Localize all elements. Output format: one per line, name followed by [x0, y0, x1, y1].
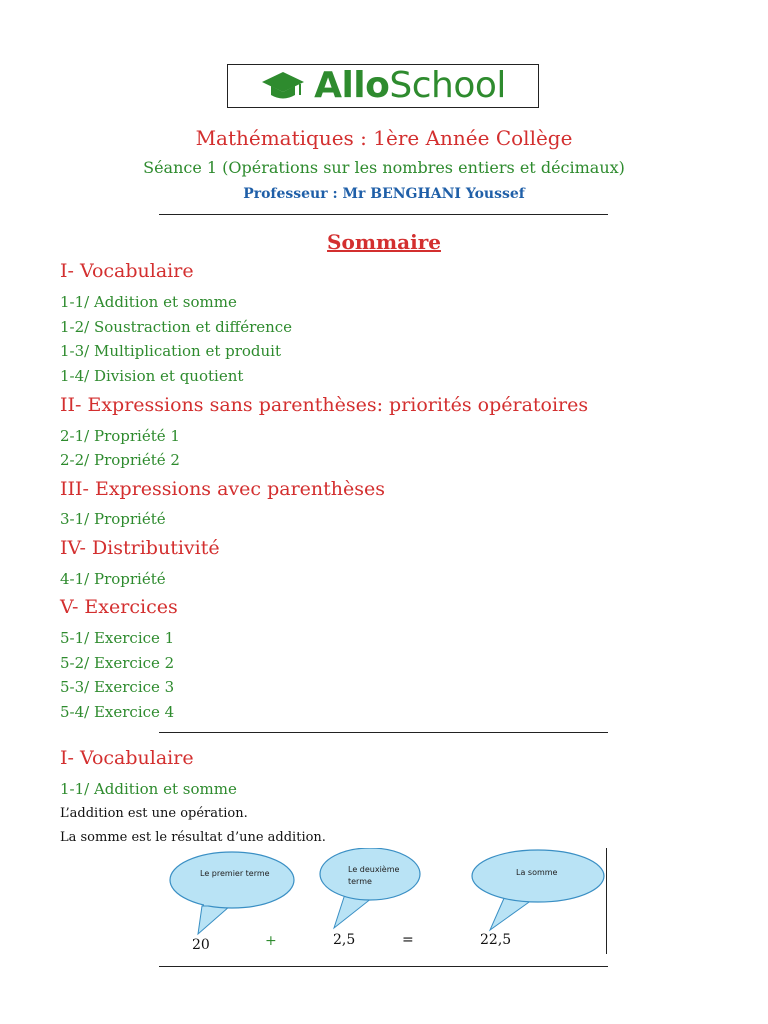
summary-section-1[interactable]: I- Vocabulaire	[60, 260, 194, 282]
bubble-second-term-label-2: terme	[348, 877, 372, 886]
alloschool-logo	[227, 64, 539, 108]
paragraph: La somme est le résultat d’une addition.	[60, 830, 326, 845]
summary-item[interactable]: 1-4/ Division et quotient	[60, 367, 244, 385]
bubble-second-term	[320, 848, 420, 928]
summary-item[interactable]: 5-4/ Exercice 4	[60, 703, 175, 721]
logo-text: AlloSchool	[314, 65, 506, 106]
equals-sign: =	[402, 932, 414, 948]
summary-section-5[interactable]: V- Exercices	[60, 596, 178, 618]
summary-item[interactable]: 1-2/ Soustraction et différence	[60, 318, 293, 336]
summary-item[interactable]: 3-1/ Propriété	[60, 510, 166, 528]
addition-diagram	[160, 848, 610, 960]
summary-item[interactable]: 5-2/ Exercice 2	[60, 654, 175, 672]
plus-sign: +	[265, 933, 277, 949]
bubble-first-term	[170, 852, 294, 934]
summary-item[interactable]: 2-2/ Propriété 2	[60, 451, 180, 469]
summary-item[interactable]: 5-1/ Exercice 1	[60, 629, 175, 647]
second-term-value: 2,5	[333, 932, 356, 948]
summary-section-2[interactable]: II- Expressions sans parenthèses: priorités opératoires	[60, 394, 589, 416]
summary-heading: Sommaire	[327, 230, 441, 254]
divider-middle	[159, 732, 608, 733]
summary-item[interactable]: 1-3/ Multiplication et produit	[60, 342, 282, 360]
page-subtitle: Séance 1 (Opérations sur les nombres entiers et décimaux)	[143, 158, 625, 177]
summary-section-3[interactable]: III- Expressions avec parenthèses	[60, 478, 385, 500]
summary-section-4[interactable]: IV- Distributivité	[60, 537, 220, 559]
paragraph: L’addition est une opération.	[60, 806, 248, 821]
divider-bottom	[159, 966, 608, 967]
graduation-cap-icon	[260, 68, 306, 104]
section-title: I- Vocabulaire	[60, 747, 194, 769]
bubble-sum	[472, 850, 604, 930]
divider-top	[159, 214, 608, 215]
divider-vertical	[606, 848, 607, 954]
bubble-second-term-label-1: Le deuxième	[348, 865, 400, 874]
first-term-value: 20	[192, 937, 210, 953]
page-title: Mathématiques : 1ère Année Collège	[195, 126, 573, 150]
summary-item[interactable]: 5-3/ Exercice 3	[60, 678, 175, 696]
summary-item[interactable]: 2-1/ Propriété 1	[60, 427, 180, 445]
professor-name: Professeur : Mr BENGHANI Youssef	[243, 186, 525, 202]
summary-item[interactable]: 1-1/ Addition et somme	[60, 293, 237, 311]
sum-value: 22,5	[480, 932, 512, 948]
bubble-first-term-label: Le premier terme	[200, 869, 270, 878]
subsection-title: 1-1/ Addition et somme	[60, 780, 237, 798]
summary-item[interactable]: 4-1/ Propriété	[60, 570, 166, 588]
bubble-sum-label: La somme	[516, 868, 558, 877]
